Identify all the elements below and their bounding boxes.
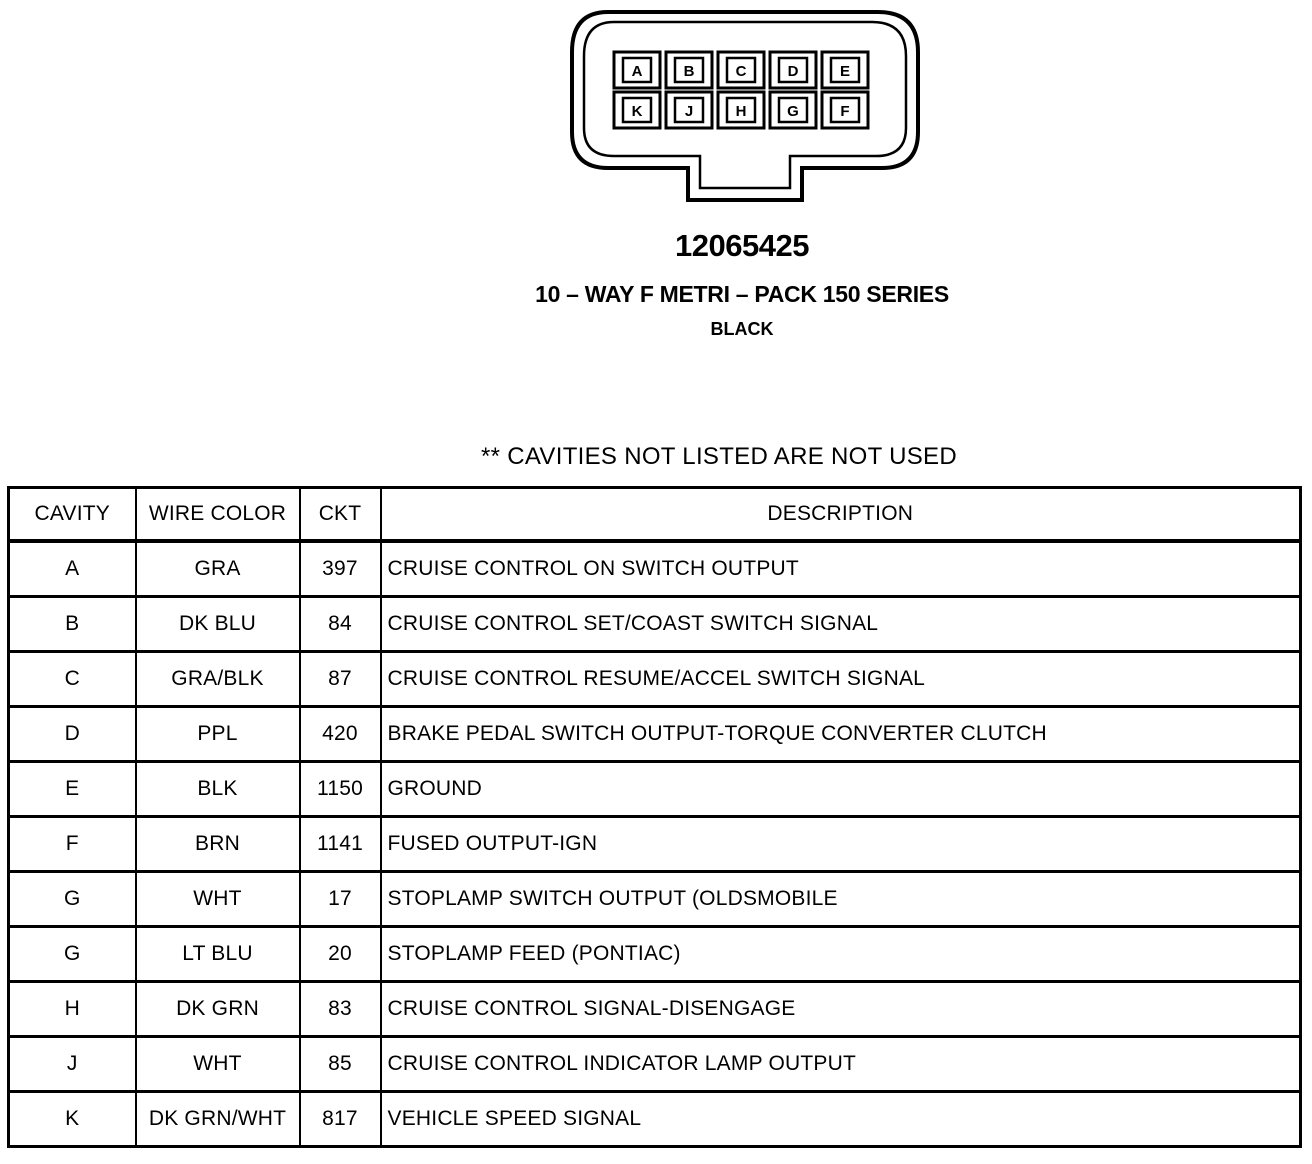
cell-ckt: 20: [300, 927, 381, 982]
connector-pin-label: D: [787, 63, 799, 80]
connector-pin-g: [770, 92, 816, 128]
cell-description: CRUISE CONTROL INDICATOR LAMP OUTPUT: [381, 1037, 1301, 1092]
table-row: [9, 872, 1301, 927]
part-number: 12065425: [675, 228, 809, 263]
cell-wire-color: DK BLU: [136, 597, 300, 652]
cell-cavity: F: [9, 817, 136, 872]
table-row: [9, 817, 1301, 872]
cell-ckt: 1141: [300, 817, 381, 872]
table-row: [9, 1037, 1301, 1092]
cell-description: CRUISE CONTROL SIGNAL-DISENGAGE: [381, 982, 1301, 1037]
connector-pin-label: H: [735, 103, 747, 120]
table-row: [9, 597, 1301, 652]
cell-description: VEHICLE SPEED SIGNAL: [381, 1092, 1301, 1147]
connector-pin-label: J: [684, 103, 694, 120]
connector-pin-label: C: [735, 63, 747, 80]
cell-ckt: 17: [300, 872, 381, 927]
connector-pin-label: B: [683, 63, 695, 80]
connector-pin-label: E: [839, 63, 851, 80]
connector-pin-f: [822, 92, 868, 128]
cell-cavity: G: [9, 872, 136, 927]
unused-cavities-note: ** CAVITIES NOT LISTED ARE NOT USED: [481, 443, 957, 470]
cell-ckt: 84: [300, 597, 381, 652]
connector-pin-c: [718, 52, 764, 88]
cell-description: CRUISE CONTROL RESUME/ACCEL SWITCH SIGNAL: [381, 652, 1301, 707]
header-wire-color: WIRE COLOR: [136, 488, 300, 542]
table-row: [9, 541, 1301, 597]
connector-diagram: [0, 0, 1312, 220]
cell-description: STOPLAMP SWITCH OUTPUT (OLDSMOBILE: [381, 872, 1301, 927]
table-row: [9, 1092, 1301, 1147]
connector-pin-label: G: [787, 103, 799, 120]
cell-ckt: 85: [300, 1037, 381, 1092]
table-row: [9, 927, 1301, 982]
cell-cavity: B: [9, 597, 136, 652]
cell-description: STOPLAMP FEED (PONTIAC): [381, 927, 1301, 982]
table-row: [9, 707, 1301, 762]
connector-pin-label: A: [631, 63, 643, 80]
cell-cavity: G: [9, 927, 136, 982]
cell-wire-color: BRN: [136, 817, 300, 872]
cell-cavity: D: [9, 707, 136, 762]
cell-cavity: H: [9, 982, 136, 1037]
cell-wire-color: DK GRN/WHT: [136, 1092, 300, 1147]
connector-pin-k: [614, 92, 660, 128]
cell-cavity: K: [9, 1092, 136, 1147]
cell-description: CRUISE CONTROL ON SWITCH OUTPUT: [381, 541, 1301, 597]
part-description: 10 – WAY F METRI – PACK 150 SERIES: [535, 281, 949, 307]
cell-ckt: 1150: [300, 762, 381, 817]
table-header-row: [9, 488, 1301, 542]
connector-pin-h: [718, 92, 764, 128]
cell-wire-color: PPL: [136, 707, 300, 762]
cell-ckt: 397: [300, 541, 381, 597]
table-row: [9, 982, 1301, 1037]
cell-description: BRAKE PEDAL SWITCH OUTPUT-TORQUE CONVERTER CLUTCH: [381, 707, 1301, 762]
cavity-table: [7, 486, 1302, 1148]
header-description: DESCRIPTION: [381, 488, 1301, 542]
cell-cavity: A: [9, 541, 136, 597]
cell-wire-color: WHT: [136, 872, 300, 927]
cell-ckt: 83: [300, 982, 381, 1037]
cell-ckt: 420: [300, 707, 381, 762]
cell-description: CRUISE CONTROL SET/COAST SWITCH SIGNAL: [381, 597, 1301, 652]
cell-description: FUSED OUTPUT-IGN: [381, 817, 1301, 872]
cell-wire-color: WHT: [136, 1037, 300, 1092]
connector-pin-row-bottom: [614, 92, 868, 128]
cell-ckt: 87: [300, 652, 381, 707]
connector-pin-a: [614, 52, 660, 88]
cell-description: GROUND: [381, 762, 1301, 817]
connector-pin-j: [666, 92, 712, 128]
header-cavity: CAVITY: [9, 488, 136, 542]
cell-wire-color: DK GRN: [136, 982, 300, 1037]
connector-pin-label: F: [840, 103, 850, 120]
cell-cavity: E: [9, 762, 136, 817]
connector-pin-b: [666, 52, 712, 88]
part-color: BLACK: [710, 319, 774, 339]
table-row: [9, 762, 1301, 817]
cell-wire-color: GRA: [136, 541, 300, 597]
cell-cavity: J: [9, 1037, 136, 1092]
connector-pin-row-top: [614, 52, 868, 88]
cell-wire-color: LT BLU: [136, 927, 300, 982]
cell-wire-color: GRA/BLK: [136, 652, 300, 707]
cell-cavity: C: [9, 652, 136, 707]
header-ckt: CKT: [300, 488, 381, 542]
connector-pin-label: K: [631, 103, 643, 120]
connector-pin-d: [770, 52, 816, 88]
cell-ckt: 817: [300, 1092, 381, 1147]
table-row: [9, 652, 1301, 707]
connector-pin-e: [822, 52, 868, 88]
cell-wire-color: BLK: [136, 762, 300, 817]
